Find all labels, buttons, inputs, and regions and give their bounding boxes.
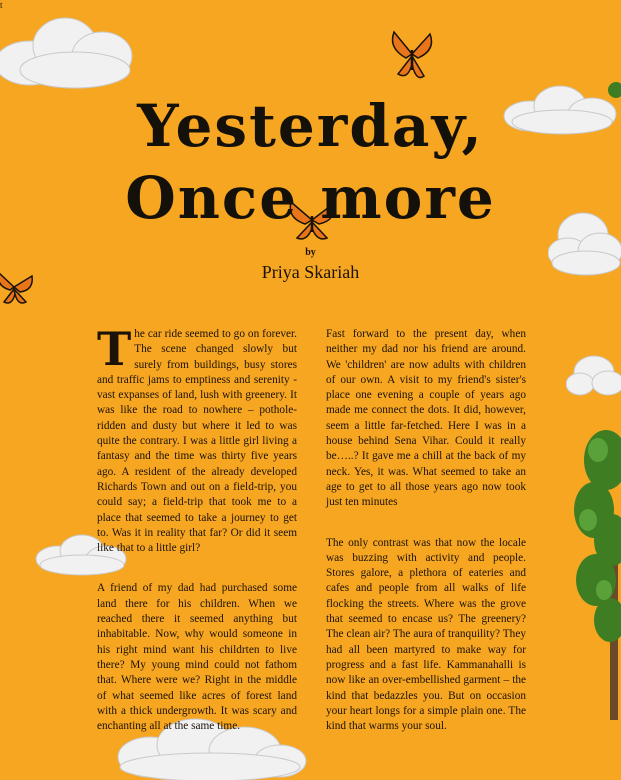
page-mark: t [0,0,3,10]
author-name: Priya Skariah [261,262,360,282]
title-line-1: Yesterday, [137,92,484,160]
cloud-right-lower-icon [566,350,621,400]
paragraph-1-text: he car ride seemed to go on forever. The scene changed slowly but surely from buildings, busy stores and traffic jams to emptiness and serenity - vast expanses of land, lush with greenery. It was like the road to nowhere – pothole-ridden and dusty but where it led to was quite the contrary. I was a little girl living a fantasy and the time was thirty five years ago. A resident of the already developed Richards Town and out on a field-trip, you could say; a field-trip that took me to a place that seemed to take a journey to get to. Was it in reality that far? Or did it seem like that to a little girl? [97,328,297,555]
title-line-2: Once more [125,164,496,232]
cloud-top-left-icon [0,8,150,93]
butterfly-top-icon [388,24,436,84]
article-paragraph-4: The only contrast was that now the locale was buzzing with activity and people. Stores galore, a plethora of eateries and cafes and people from all walks of life flocking the streets. Where was the grove that seemed to encase us? The greenery? The clean air? The aura of tranquility? They had all been martyred to make way for progress and a fast life. Kammanahalli is now like an over-embellished garment – the kind that bedazzles you. But on occasion your heart longs for a simple plain one. The kind that warms your soul. [326,536,526,733]
article-paragraph-1 [97,322,297,556]
drop-cap: T [97,322,132,376]
article-column-right [326,327,526,734]
article-column-left [97,322,297,734]
tree-icon [574,420,621,720]
article-paragraph-3: Fast forward to the present day, when neither my dad nor his friend are around. We 'children' are now adults with children of our own. A visit to my friend's sister's place one evening a couple of years ago made me connect the dots. It did, however, seem a little far-fetched. Here I was in a house behind Sena Vihar. Could it really be…..? It gave me a chill at the back of my neck. Yes, it was. What seemed to take an age to get to all those years ago now took just ten minutes [326,328,526,509]
byline-by: by [305,247,316,258]
article-paragraph-2: A friend of my dad had purchased some land there for his children. When we reached there it seemed anything but inhabitable. Now, why would someone in his right mind want his childrten to live there? My young mind could not fathom that. Where were we? Right in the middle of what seemed like acres of forest land with a thick undergrowth. It was scary and enchanting all at the same time. [97,582,297,733]
